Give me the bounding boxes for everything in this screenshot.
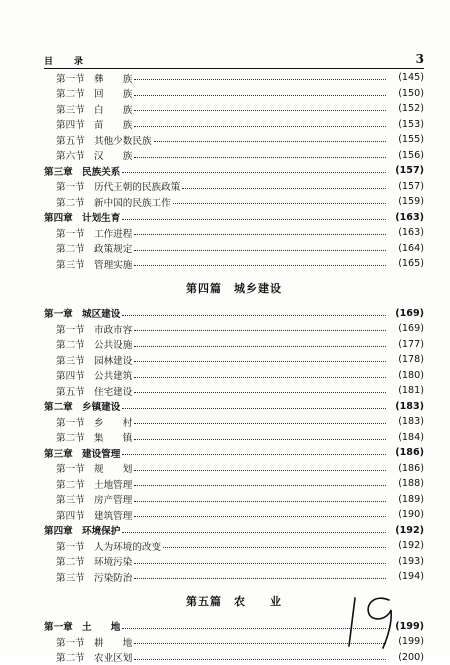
- toc-page-number: (163): [388, 212, 424, 223]
- toc-chapter-row: [44, 163, 424, 179]
- toc-number: 第四章: [44, 523, 82, 537]
- dot-leader: [134, 439, 386, 440]
- toc-title: 建设管理: [82, 446, 120, 460]
- toc-title: 政策规定: [94, 241, 132, 255]
- toc-page-number: (150): [388, 88, 424, 99]
- toc-section-row: [44, 194, 424, 210]
- toc-section-row: [44, 492, 424, 508]
- toc-section-row: [44, 337, 424, 353]
- toc-section-row: [44, 179, 424, 195]
- toc-number: 第四节: [56, 368, 94, 382]
- toc-page-number: (183): [388, 401, 424, 412]
- toc-title: 污染防治: [94, 570, 132, 584]
- handwritten-page-mark: [345, 590, 405, 650]
- toc-number: 第一章: [44, 306, 82, 320]
- toc-page-number: (186): [388, 463, 424, 474]
- toc-title: 管理实施: [94, 257, 132, 271]
- dot-leader: [134, 110, 386, 111]
- dot-leader: [134, 79, 386, 80]
- toc-title: 农业区划: [94, 650, 132, 664]
- running-header-title: 目 录: [44, 54, 89, 67]
- toc-section-row: [44, 225, 424, 241]
- toc-page-number: (192): [388, 540, 424, 551]
- toc-page-number: (200): [388, 652, 424, 663]
- dot-leader: [163, 547, 386, 548]
- dot-leader: [134, 234, 386, 235]
- toc-title: 集 镇: [94, 430, 132, 444]
- toc-section-row: [44, 101, 424, 117]
- toc-section-row: [44, 86, 424, 102]
- toc-page-number: (145): [388, 72, 424, 83]
- toc-title: 彝 族: [94, 71, 132, 85]
- part-heading: 第四篇 城乡建设: [44, 272, 424, 306]
- dot-leader: [122, 532, 386, 533]
- toc-section-row: [44, 476, 424, 492]
- toc-page-number: (189): [388, 494, 424, 505]
- toc-page-number: (177): [388, 339, 424, 350]
- toc-page-number: (169): [388, 308, 424, 319]
- toc-number: 第四章: [44, 210, 82, 224]
- toc-title: 白 族: [94, 102, 132, 116]
- toc-number: 第四节: [56, 117, 94, 131]
- toc-number: 第一节: [56, 415, 94, 429]
- toc-section-row: [44, 383, 424, 399]
- dot-leader: [134, 250, 386, 251]
- toc-page-number: (153): [388, 119, 424, 130]
- toc-number: 第三章: [44, 446, 82, 460]
- toc-title: 计划生育: [82, 210, 120, 224]
- toc-title: 人为环境的改变: [94, 539, 161, 553]
- table-of-contents: [44, 70, 424, 665]
- toc-section-row: [44, 352, 424, 368]
- toc-page-number: (152): [388, 103, 424, 114]
- dot-leader: [134, 392, 386, 393]
- toc-title: 住宅建设: [94, 384, 132, 398]
- toc-page-number: (155): [388, 134, 424, 145]
- header-rule: [44, 68, 424, 69]
- toc-number: 第一节: [56, 179, 94, 193]
- toc-title: 工作进程: [94, 226, 132, 240]
- toc-number: 第二章: [44, 399, 82, 413]
- toc-title: 民族关系: [82, 164, 120, 178]
- toc-title: 耕 地: [94, 635, 132, 649]
- toc-page-number: (190): [388, 509, 424, 520]
- dot-leader: [173, 203, 386, 204]
- toc-page-number: (184): [388, 432, 424, 443]
- toc-chapter-row: [44, 399, 424, 415]
- toc-number: 第一节: [56, 635, 94, 649]
- toc-number: 第一章: [44, 619, 82, 633]
- toc-page-number: (157): [388, 165, 424, 176]
- toc-number: 第一节: [56, 71, 94, 85]
- dot-leader: [122, 219, 386, 220]
- toc-page-number: (157): [388, 181, 424, 192]
- dot-leader: [154, 141, 386, 142]
- toc-section-row: [44, 256, 424, 272]
- toc-title: 回 族: [94, 86, 132, 100]
- toc-title: 乡 村: [94, 415, 132, 429]
- toc-section-row: [44, 461, 424, 477]
- dot-leader: [134, 126, 386, 127]
- dot-leader: [122, 408, 386, 409]
- dot-leader: [134, 330, 386, 331]
- toc-page-number: (181): [388, 385, 424, 396]
- toc-number: 第三章: [44, 164, 82, 178]
- toc-number: 第二节: [56, 86, 94, 100]
- toc-number: 第一节: [56, 226, 94, 240]
- toc-number: 第四节: [56, 508, 94, 522]
- dot-leader: [134, 659, 386, 660]
- toc-section-row: [44, 538, 424, 554]
- part-heading: 第五篇 农 业: [44, 585, 424, 619]
- dot-leader: [134, 501, 386, 502]
- toc-number: 第三节: [56, 353, 94, 367]
- toc-title: 土 地: [82, 619, 120, 633]
- toc-section-row: [44, 70, 424, 86]
- toc-page-number: (169): [388, 323, 424, 334]
- dot-leader: [134, 423, 386, 424]
- toc-title: 规 划: [94, 461, 132, 475]
- toc-page-number: (165): [388, 258, 424, 269]
- toc-page-number: (163): [388, 227, 424, 238]
- toc-title: 历代王朝的民族政策: [94, 179, 180, 193]
- dot-leader: [122, 315, 386, 316]
- toc-title: 其他少数民族: [94, 133, 152, 147]
- toc-page-number: (188): [388, 478, 424, 489]
- toc-number: 第二节: [56, 195, 94, 209]
- toc-title: 环境保护: [82, 523, 120, 537]
- toc-page-number: (192): [388, 525, 424, 536]
- toc-page-number: (183): [388, 416, 424, 427]
- toc-section-row: [44, 414, 424, 430]
- toc-title: 建筑管理: [94, 508, 132, 522]
- toc-section-row: [44, 430, 424, 446]
- toc-title: 园林建设: [94, 353, 132, 367]
- dot-leader: [182, 188, 386, 189]
- dot-leader: [134, 361, 386, 362]
- toc-number: 第二节: [56, 241, 94, 255]
- toc-number: 第三节: [56, 257, 94, 271]
- toc-title: 土地管理: [94, 477, 132, 491]
- toc-title: 乡镇建设: [82, 399, 120, 413]
- toc-page-number: (193): [388, 556, 424, 567]
- toc-title: 新中国的民族工作: [94, 195, 171, 209]
- toc-section-row: [44, 554, 424, 570]
- toc-title: 房产管理: [94, 492, 132, 506]
- toc-page-number: (159): [388, 196, 424, 207]
- toc-chapter-row: [44, 445, 424, 461]
- toc-title: 公共设施: [94, 337, 132, 351]
- toc-number: 第六节: [56, 148, 94, 162]
- toc-section-row: [44, 132, 424, 148]
- toc-page-number: (164): [388, 243, 424, 254]
- toc-number: 第一节: [56, 461, 94, 475]
- toc-number: 第二节: [56, 650, 94, 664]
- toc-page-number: (199): [388, 621, 424, 632]
- dot-leader: [134, 157, 386, 158]
- toc-section-row: [44, 117, 424, 133]
- toc-section-row: [44, 650, 424, 665]
- toc-page-number: (178): [388, 354, 424, 365]
- toc-page-number: (194): [388, 571, 424, 582]
- toc-chapter-row: [44, 210, 424, 226]
- toc-chapter-row: [44, 306, 424, 322]
- dot-leader: [134, 485, 386, 486]
- toc-number: 第五节: [56, 384, 94, 398]
- page-number: 3: [416, 52, 424, 66]
- dot-leader: [134, 265, 386, 266]
- toc-number: 第一节: [56, 322, 94, 336]
- toc-page-number: (156): [388, 150, 424, 161]
- dot-leader: [122, 454, 386, 455]
- toc-title: 公共建筑: [94, 368, 132, 382]
- toc-title: 环境污染: [94, 554, 132, 568]
- dot-leader: [134, 578, 386, 579]
- toc-number: 第五节: [56, 133, 94, 147]
- dot-leader: [134, 377, 386, 378]
- dot-leader: [134, 516, 386, 517]
- toc-number: 第二节: [56, 477, 94, 491]
- toc-section-row: [44, 507, 424, 523]
- toc-page-number: (186): [388, 447, 424, 458]
- toc-section-row: [44, 321, 424, 337]
- dot-leader: [122, 172, 386, 173]
- toc-number: 第二节: [56, 337, 94, 351]
- dot-leader: [134, 95, 386, 96]
- toc-page-number: (180): [388, 370, 424, 381]
- toc-page-number: (199): [388, 636, 424, 647]
- toc-number: 第三节: [56, 492, 94, 506]
- toc-section-row: [44, 241, 424, 257]
- toc-title: 市政市容: [94, 322, 132, 336]
- dot-leader: [134, 470, 386, 471]
- toc-number: 第二节: [56, 430, 94, 444]
- dot-leader: [134, 346, 386, 347]
- dot-leader: [134, 563, 386, 564]
- toc-title: 汉 族: [94, 148, 132, 162]
- toc-section-row: [44, 148, 424, 164]
- toc-number: 第一节: [56, 539, 94, 553]
- toc-section-row: [44, 368, 424, 384]
- toc-title: 苗 族: [94, 117, 132, 131]
- toc-chapter-row: [44, 523, 424, 539]
- toc-number: 第三节: [56, 570, 94, 584]
- toc-section-row: [44, 569, 424, 585]
- toc-title: 城区建设: [82, 306, 120, 320]
- toc-number: 第三节: [56, 102, 94, 116]
- toc-number: 第二节: [56, 554, 94, 568]
